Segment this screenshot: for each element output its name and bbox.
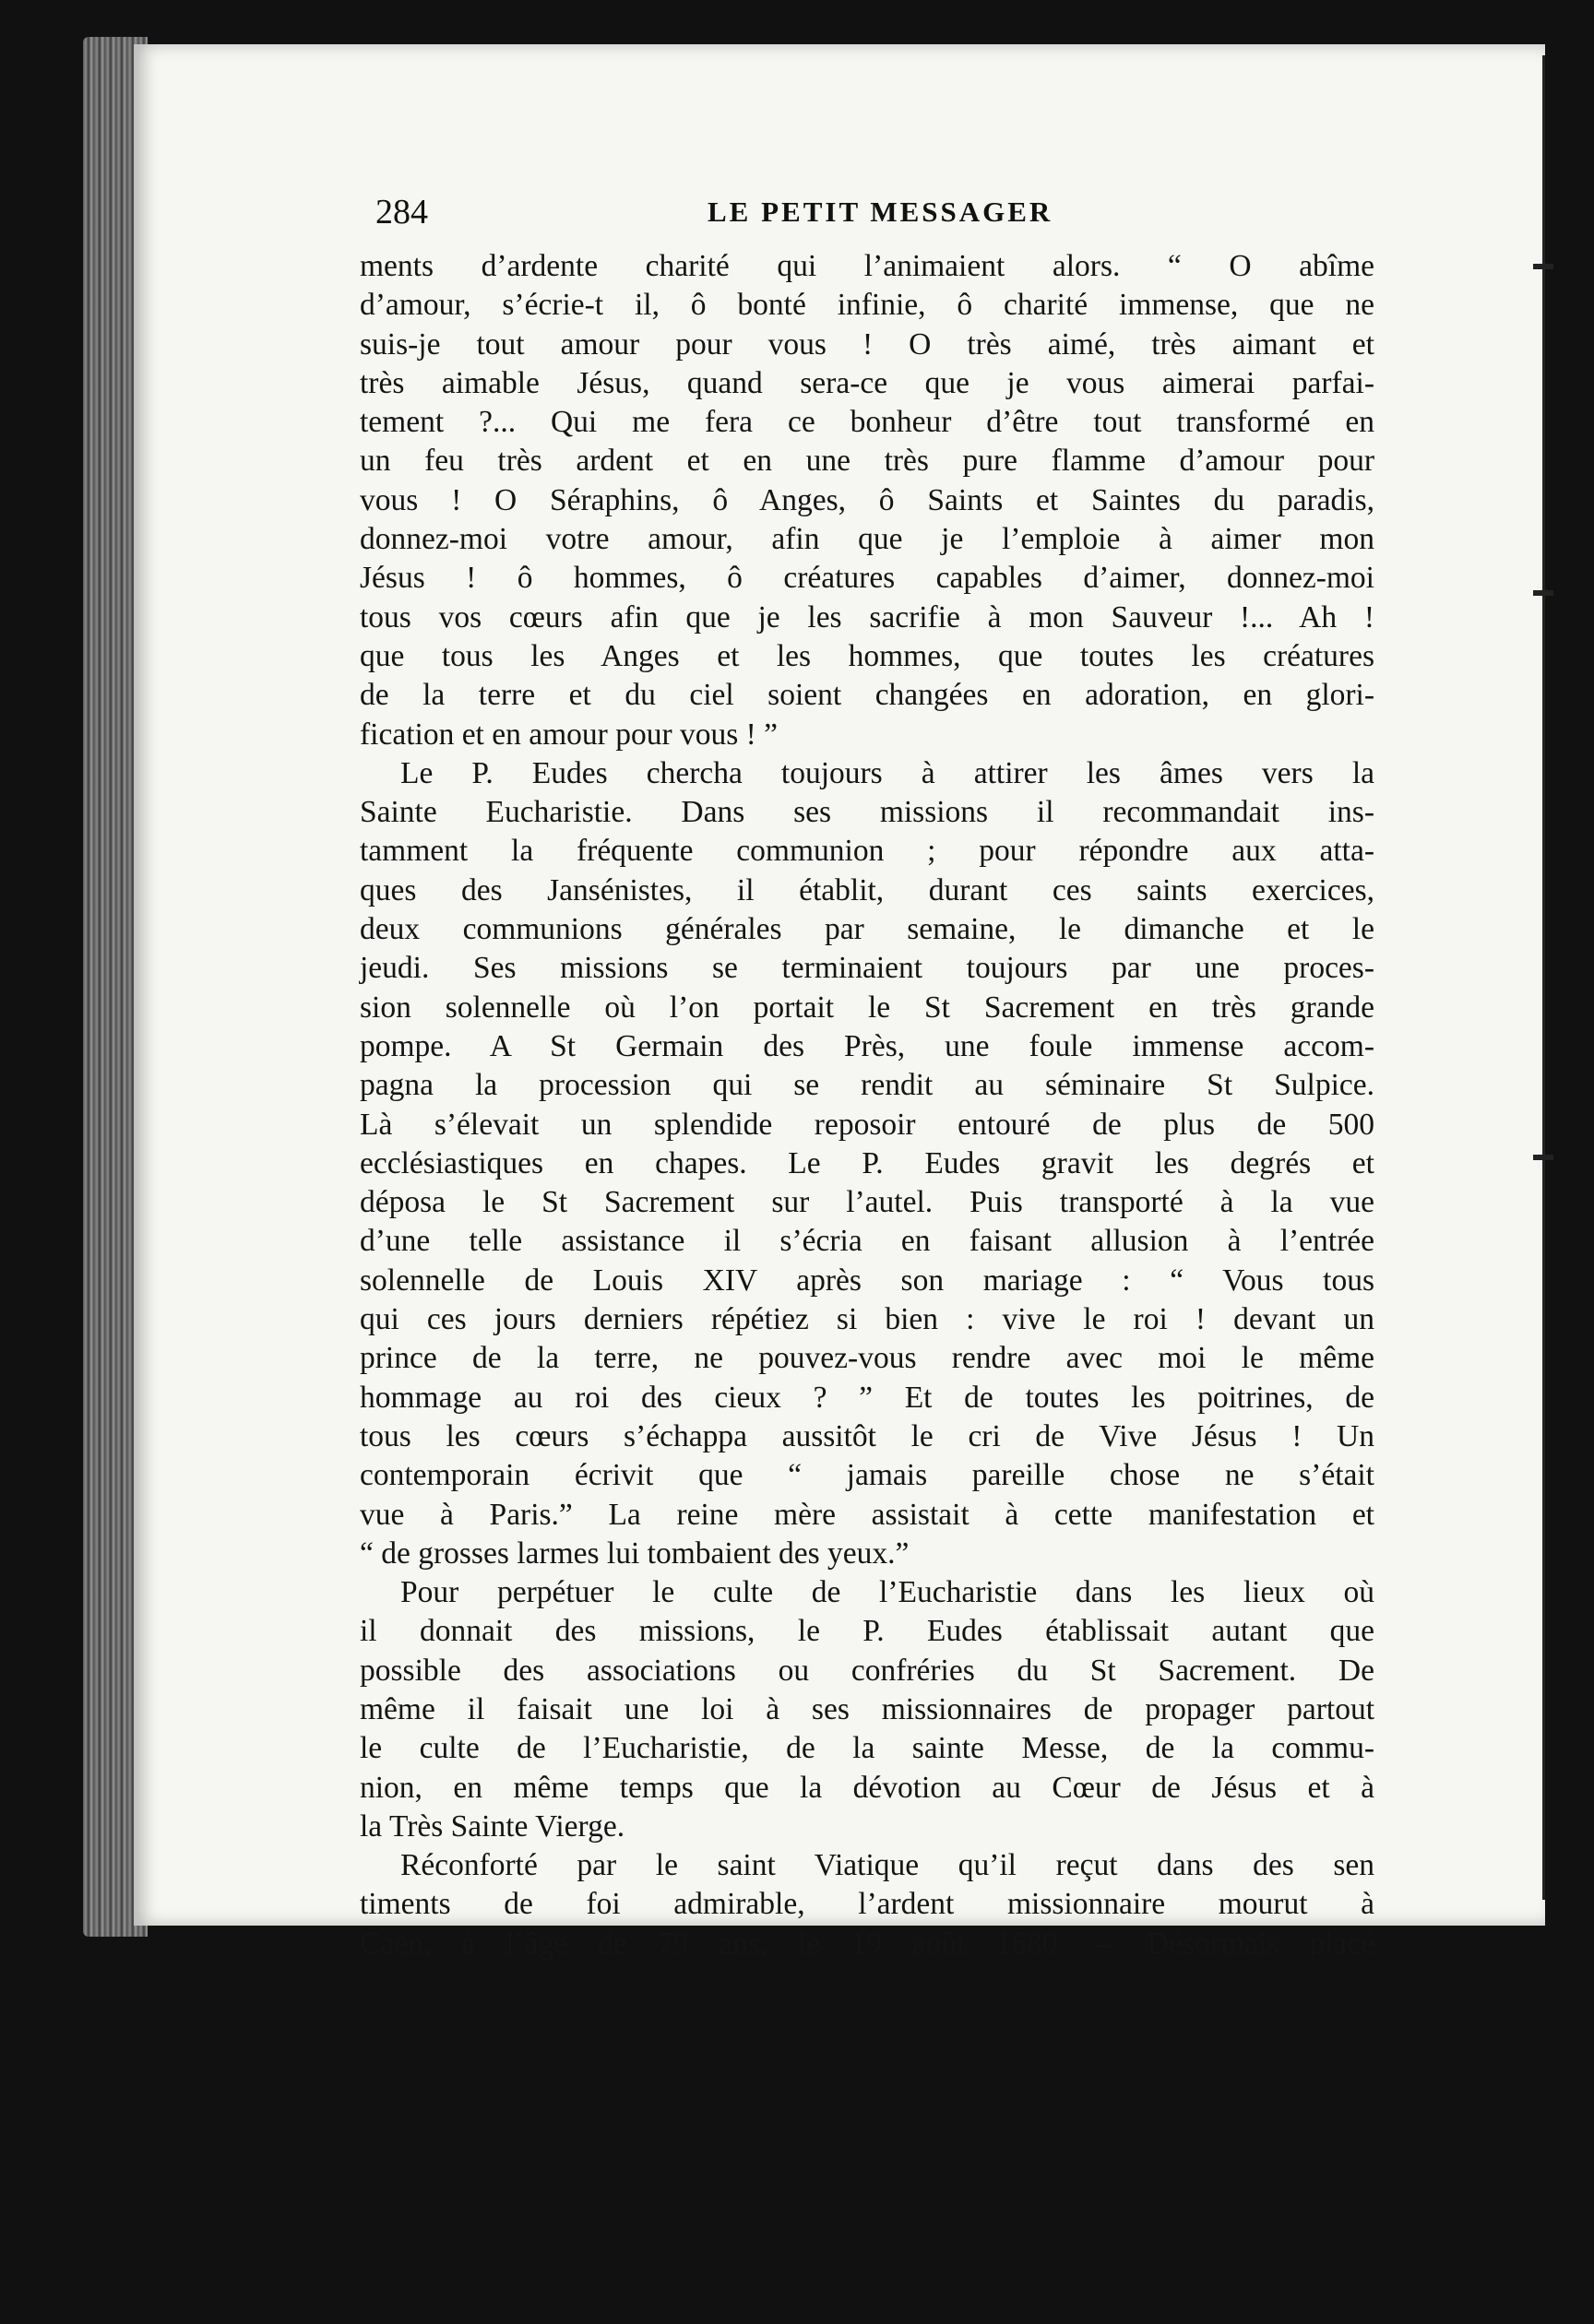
text-line: un feu très ardent et en une très pure flamme d’amour pour bbox=[360, 444, 1374, 479]
text-line: fication et en amour pour vous ! ” bbox=[360, 717, 779, 752]
text-line: que tous les Anges et les hommes, que toutes les créatures bbox=[360, 638, 1374, 673]
text-line: il donnait des missions, le P. Eudes établissait autant que bbox=[360, 1614, 1374, 1649]
text-line: donnez-moi votre amour, afin que je l’emploie à aimer mon bbox=[360, 522, 1374, 557]
text-line: Réconforté par le saint Viatique qu’il reçut dans des sen bbox=[400, 1848, 1374, 1883]
text-line: d’amour, s’écrie-t il, ô bonté infinie, ô charité immense, que ne bbox=[360, 288, 1374, 323]
next-page-edge bbox=[1542, 55, 1545, 1900]
text-line: tous vos cœurs afin que je les sacrifie à mon Sauveur !... Ah ! bbox=[360, 599, 1374, 634]
text-line: vue à Paris.” La reine mère assistait à cette manifestation et bbox=[360, 1497, 1374, 1532]
text-line: même il faisait une loi à ses missionnaires de propager partout bbox=[360, 1691, 1374, 1726]
text-line: Jésus ! ô hommes, ô créatures capables d’aimer, donnez-moi bbox=[360, 561, 1374, 596]
text-line: suis-je tout amour pour vous ! O très aimé, très aimant et bbox=[360, 326, 1374, 362]
page-edge-mark bbox=[1533, 1155, 1553, 1160]
text-line: tous les cœurs s’échappa aussitôt le cri de Vive Jésus ! Un bbox=[360, 1418, 1374, 1453]
text-line: de la terre et du ciel soient changées en adoration, en glori- bbox=[360, 678, 1374, 713]
text-line: tement ?... Qui me fera ce bonheur d’être tout transformé en bbox=[360, 405, 1374, 440]
text-line: Caen, à l’âge de 79 ans, le 19 août 1680. -- Désormais placé bbox=[360, 1926, 1374, 1961]
text-line: très aimable Jésus, quand sera-ce que je vous aimerai parfai- bbox=[360, 365, 1374, 400]
text-line: timents de foi admirable, l’ardent missionnaire mourut à bbox=[360, 1887, 1374, 1922]
text-line: contemporain écrivit que “ jamais pareille chose ne s’était bbox=[360, 1458, 1374, 1493]
text-line: Pour perpétuer le culte de l’Eucharistie dans les lieux où bbox=[400, 1575, 1374, 1610]
page-edge-mark bbox=[1533, 264, 1553, 269]
text-line: deux communions générales par semaine, le dimanche et le bbox=[360, 912, 1374, 947]
text-line: ments d’ardente charité qui l’animaient alors. “ O abîme bbox=[360, 249, 1374, 283]
text-line: sion solennelle où l’on portait le St Sacrement en très grande bbox=[360, 990, 1374, 1025]
text-line: jeudi. Ses missions se terminaient toujours par une proces- bbox=[360, 951, 1374, 986]
text-line: le culte de l’Eucharistie, de la sainte Messe, de la commu- bbox=[360, 1731, 1374, 1766]
text-line: déposa le St Sacrement sur l’autel. Puis transporté à la vue bbox=[360, 1185, 1374, 1220]
body-text bbox=[360, 247, 1374, 1963]
page-number: 284 bbox=[375, 193, 428, 231]
text-line: Le P. Eudes chercha toujours à attirer les âmes vers la bbox=[400, 755, 1374, 790]
text-line: qui ces jours derniers répétiez si bien : vive le roi ! devant un bbox=[360, 1302, 1374, 1337]
text-line: solennelle de Louis XIV après son mariage : “ Vous tous bbox=[360, 1263, 1374, 1298]
text-line: ecclésiastiques en chapes. Le P. Eudes gravit les degrés et bbox=[360, 1145, 1374, 1180]
page-edge-mark bbox=[1533, 590, 1553, 596]
page-header bbox=[375, 192, 1372, 234]
text-line: prince de la terre, ne pouvez-vous rendre avec moi le même bbox=[360, 1341, 1374, 1376]
text-line: d’une telle assistance il s’écria en faisant allusion à l’entrée bbox=[360, 1224, 1374, 1259]
text-line: hommage au roi des cieux ? ” Et de toutes les poitrines, de bbox=[360, 1380, 1374, 1415]
text-line: la Très Sainte Vierge. bbox=[360, 1808, 625, 1844]
text-line: ques des Jansénistes, il établit, durant ces saints exercices, bbox=[360, 872, 1374, 907]
text-line: nion, en même temps que la dévotion au Cœur de Jésus et à bbox=[360, 1770, 1374, 1805]
text-line: pompe. A St Germain des Près, une foule immense accom- bbox=[360, 1028, 1374, 1063]
text-line: possible des associations ou confréries du St Sacrement. De bbox=[360, 1653, 1374, 1688]
text-line: pagna la procession qui se rendit au séminaire St Sulpice. bbox=[360, 1068, 1374, 1103]
text-line: Sainte Eucharistie. Dans ses missions il recommandait ins- bbox=[360, 795, 1374, 830]
text-line: tamment la fréquente communion ; pour répondre aux atta- bbox=[360, 834, 1374, 869]
text-line: vous ! O Séraphins, ô Anges, ô Saints et Saintes du paradis, bbox=[360, 482, 1374, 517]
text-line: Là s’élevait un splendide reposoir entouré de plus de 500 bbox=[360, 1107, 1374, 1142]
text-line: “ de grosses larmes lui tombaient des yeux.” bbox=[360, 1536, 910, 1571]
running-title: LE PETIT MESSAGER bbox=[708, 196, 1053, 228]
